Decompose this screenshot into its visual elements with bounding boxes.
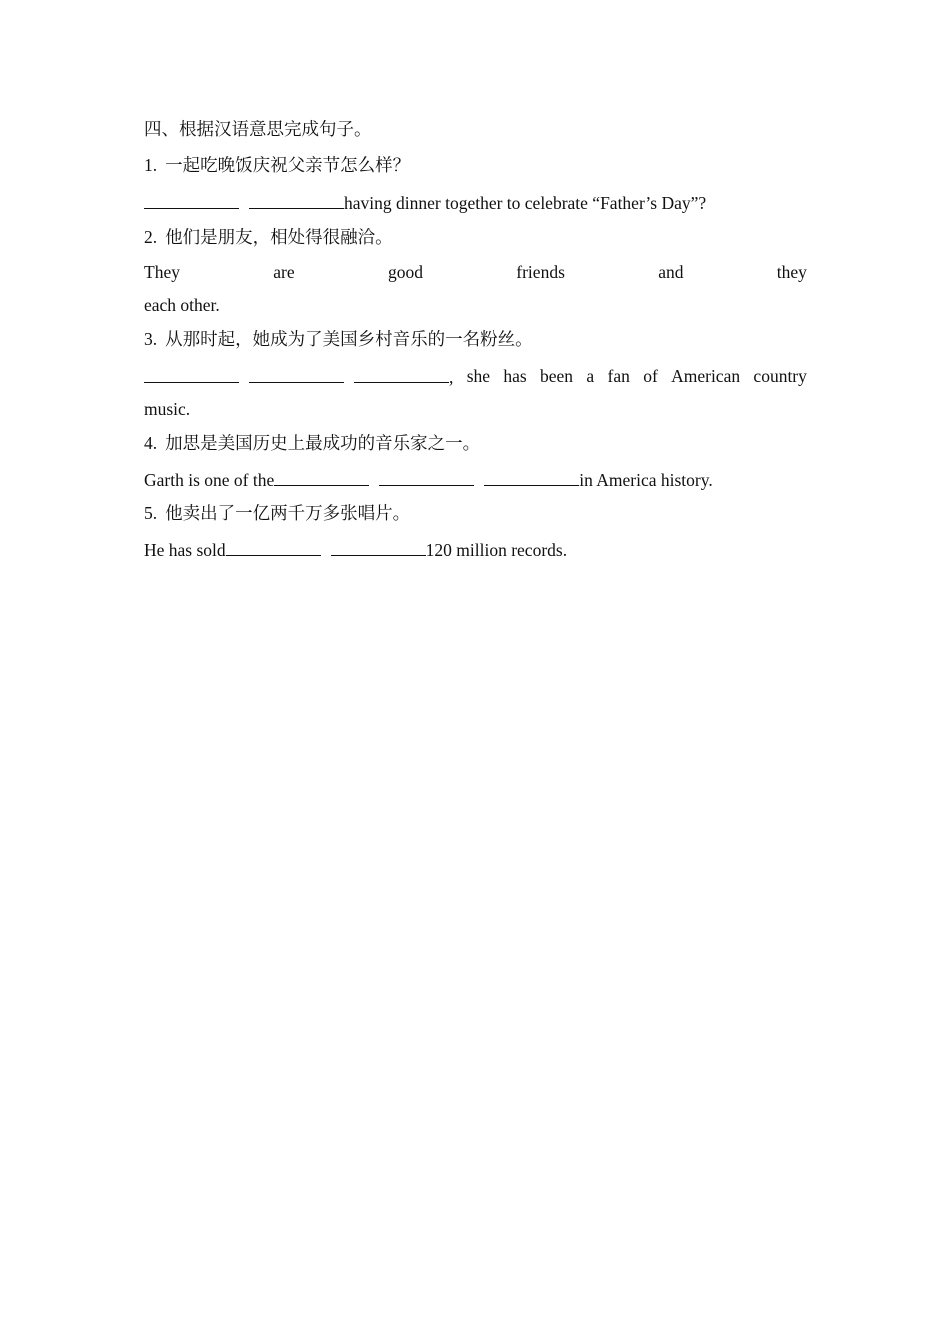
question-4-english-after: in America history. <box>579 470 713 490</box>
question-3-chinese <box>144 327 807 351</box>
word: a <box>586 366 595 386</box>
question-1-english <box>144 190 807 215</box>
word: They <box>144 262 180 282</box>
section-title: 四、根据汉语意思完成句子。 <box>144 119 372 139</box>
question-3-prompt: 从那时起，她成为了美国乡村音乐的一名粉丝。 <box>165 329 533 349</box>
question-1-chinese <box>144 153 807 177</box>
word: fan <box>607 366 630 386</box>
word: American <box>671 366 741 386</box>
answer-blank[interactable] <box>249 190 344 209</box>
question-4-chinese <box>144 431 807 455</box>
question-1-english-text: having dinner together to celebrate “Father’s Day”? <box>344 193 707 213</box>
answer-blank[interactable] <box>144 364 239 383</box>
question-4-number: 4. <box>144 433 158 453</box>
answer-blank[interactable] <box>274 467 369 486</box>
answer-blank[interactable] <box>484 467 579 486</box>
comma: , <box>449 367 454 387</box>
question-5-english-before: He has sold <box>144 540 226 560</box>
question-4-prompt: 加思是美国历史上最成功的音乐家之一。 <box>165 433 481 453</box>
word: friends <box>516 262 565 282</box>
word: of <box>643 366 658 386</box>
answer-blank[interactable] <box>354 364 449 383</box>
question-5-english <box>144 537 807 562</box>
question-5-number: 5. <box>144 503 158 523</box>
question-2-number: 2. <box>144 227 158 247</box>
question-2-english <box>144 260 807 284</box>
answer-blank[interactable] <box>144 190 239 209</box>
question-4-english <box>144 467 807 492</box>
word: they <box>776 262 807 282</box>
question-3-number: 3. <box>144 329 158 349</box>
word: she <box>466 366 491 386</box>
answer-blank[interactable] <box>379 467 474 486</box>
question-3-english <box>144 364 807 389</box>
word: been <box>540 366 574 386</box>
question-2-english-line2: each other. <box>144 295 220 315</box>
blanks-group <box>144 364 453 389</box>
word: country <box>753 366 807 386</box>
question-5-english-after: 120 million records. <box>425 540 568 560</box>
question-1-prompt: 一起吃晚饭庆祝父亲节怎么样？ <box>165 155 411 175</box>
question-3-english-line2: music. <box>144 399 191 419</box>
question-5-chinese <box>144 501 807 525</box>
answer-blank[interactable] <box>226 537 321 556</box>
word: has <box>503 366 527 386</box>
question-1-number: 1. <box>144 155 158 175</box>
word: and <box>658 262 684 282</box>
answer-blank[interactable] <box>249 364 344 383</box>
question-4-english-before: Garth is one of the <box>144 470 275 490</box>
question-2-chinese <box>144 225 807 249</box>
question-5-prompt: 他卖出了一亿两千万多张唱片。 <box>165 503 411 523</box>
question-2-prompt: 他们是朋友，相处得很融洽。 <box>165 227 393 247</box>
word: good <box>387 262 423 282</box>
word: are <box>273 262 295 282</box>
answer-blank[interactable] <box>331 537 426 556</box>
